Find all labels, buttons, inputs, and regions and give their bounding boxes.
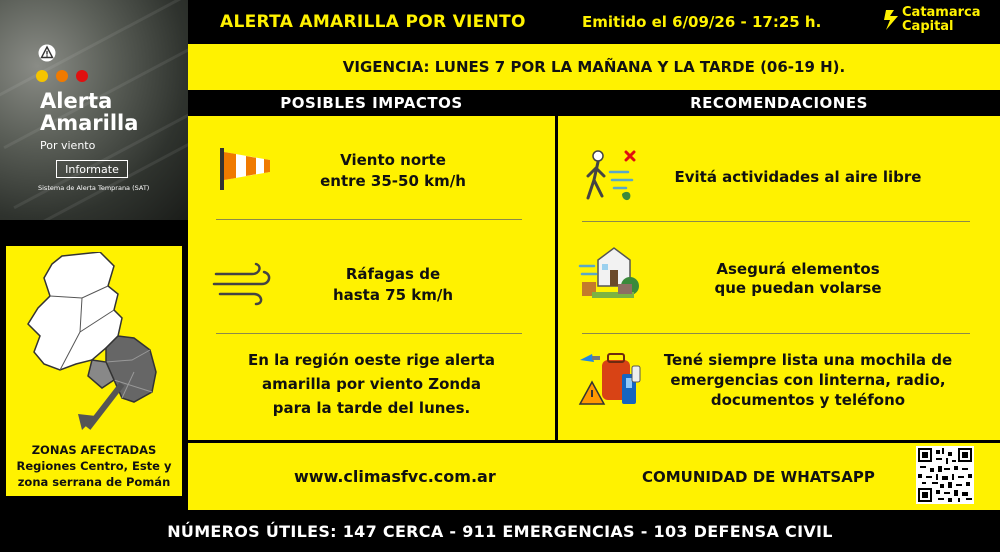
alert-level-dots bbox=[36, 70, 88, 82]
rec-kit-line3: documentos y teléfono bbox=[710, 391, 906, 409]
red-dot bbox=[76, 70, 88, 82]
whatsapp-community-link[interactable]: COMUNIDAD DE WHATSAPP bbox=[642, 468, 875, 486]
wind-gust-icon bbox=[212, 262, 274, 306]
zones-title: ZONAS AFECTADAS bbox=[31, 443, 157, 457]
catamarca-logo bbox=[902, 6, 981, 34]
impact-gusts-line1: Ráfagas de bbox=[345, 265, 441, 283]
rec-secure-line2: que puedan volarse bbox=[714, 279, 882, 297]
affected-zones bbox=[6, 442, 182, 490]
zonda-note-line1: En la región oeste rige alerta bbox=[247, 351, 496, 369]
rec-kit-line1: Tené siempre lista una mochila de bbox=[663, 351, 953, 369]
impact-gusts-line2: hasta 75 km/h bbox=[332, 286, 454, 304]
orange-dot bbox=[56, 70, 68, 82]
alert-subtitle: Por viento bbox=[40, 139, 96, 152]
province-map bbox=[22, 252, 172, 432]
separator bbox=[216, 219, 522, 220]
zonda-note bbox=[188, 348, 555, 420]
footer-top-border bbox=[188, 440, 1000, 443]
system-label: Sistema de Alerta Temprana (SAT) bbox=[38, 184, 150, 192]
zones-line1: Regiones Centro, Este y bbox=[16, 459, 172, 473]
windsock-icon bbox=[216, 144, 276, 192]
rec-emergency-kit bbox=[648, 350, 968, 410]
zones-line2: zona serrana de Pomán bbox=[17, 475, 171, 489]
rec-secure-line1: Asegurá elementos bbox=[716, 260, 880, 278]
separator bbox=[582, 333, 970, 334]
catamarca-logo-icon bbox=[884, 8, 900, 32]
impacts-heading: POSIBLES IMPACTOS bbox=[188, 90, 555, 116]
informate-button[interactable]: Informate bbox=[56, 160, 128, 178]
logo-line2: Capital bbox=[902, 19, 954, 34]
warning-icon bbox=[38, 44, 56, 62]
impact-item-gusts bbox=[278, 264, 508, 306]
impact-item-wind bbox=[278, 150, 508, 192]
recommendations-heading: RECOMENDACIONES bbox=[558, 90, 1000, 116]
useful-numbers-bar: NÚMEROS ÚTILES: 147 CERCA - 911 EMERGENCIAS - 103 DEFENSA CIVIL bbox=[0, 510, 1000, 552]
rec-outdoor-activities: Evitá actividades al aire libre bbox=[674, 168, 922, 186]
whatsapp-qr-code[interactable] bbox=[916, 446, 974, 504]
impact-wind-line1: Viento norte bbox=[340, 151, 446, 169]
emergency-kit-icon bbox=[578, 352, 644, 410]
impacts-panel bbox=[188, 116, 555, 440]
validity-banner: VIGENCIA: LUNES 7 POR LA MAÑANA Y LA TARDE (06-19 H). bbox=[188, 44, 1000, 90]
separator bbox=[582, 221, 970, 222]
footer-row bbox=[188, 440, 1000, 510]
map-panel bbox=[6, 246, 182, 496]
impact-wind-line2: entre 35-50 km/h bbox=[320, 172, 466, 190]
yellow-dot bbox=[36, 70, 48, 82]
zonda-note-line3: para la tarde del lunes. bbox=[272, 399, 471, 417]
recommendations-panel bbox=[558, 116, 1000, 440]
issued-timestamp: Emitido el 6/09/26 - 17:25 h. bbox=[582, 13, 822, 31]
house-garden-icon bbox=[578, 246, 642, 302]
website-link[interactable]: www.climasfvc.com.ar bbox=[294, 467, 496, 486]
rec-secure-items bbox=[648, 260, 948, 298]
header-bar bbox=[188, 0, 1000, 44]
separator bbox=[216, 333, 522, 334]
alert-title-line1: Alerta bbox=[40, 89, 113, 113]
person-walking-wind-icon bbox=[582, 150, 642, 206]
logo-line1: Catamarca bbox=[902, 5, 981, 20]
alert-headline: ALERTA AMARILLA POR VIENTO bbox=[220, 12, 526, 32]
alert-photo-panel bbox=[0, 0, 188, 220]
alert-title bbox=[40, 90, 138, 134]
zonda-note-line2: amarilla por viento Zonda bbox=[262, 375, 481, 393]
alert-title-line2: Amarilla bbox=[40, 111, 139, 135]
rec-kit-line2: emergencias con linterna, radio, bbox=[670, 371, 946, 389]
